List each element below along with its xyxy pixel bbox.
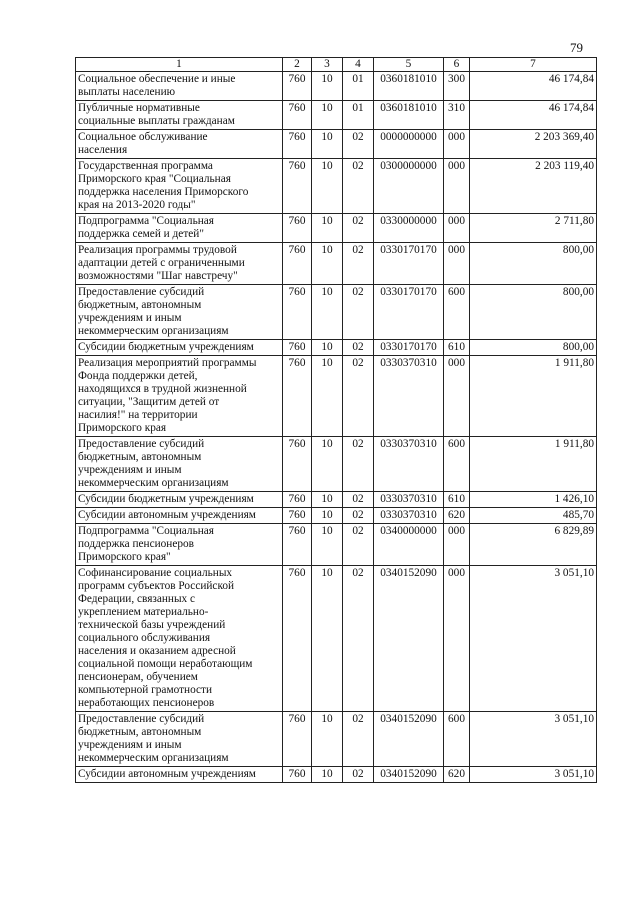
amount: 3 051,10 — [470, 566, 597, 712]
section-code: 10 — [312, 524, 343, 566]
column-header: 1 — [76, 58, 283, 72]
expense-type-code: 620 — [444, 508, 470, 524]
subsection-code: 02 — [343, 285, 374, 340]
ministry-code: 760 — [283, 508, 312, 524]
amount: 46 174,84 — [470, 101, 597, 130]
amount: 2 711,80 — [470, 214, 597, 243]
target-article-code: 0300000000 — [374, 159, 444, 214]
table-row — [76, 101, 597, 130]
subsection-code: 02 — [343, 243, 374, 285]
item-name: Социальное обеспечение и иные выплаты населению — [76, 72, 283, 101]
ministry-code: 760 — [283, 356, 312, 437]
item-name: Субсидии автономным учреждениям — [76, 508, 283, 524]
amount: 800,00 — [470, 285, 597, 340]
table-row — [76, 340, 597, 356]
table-row — [76, 214, 597, 243]
target-article-code: 0340152090 — [374, 767, 444, 783]
table-row — [76, 767, 597, 783]
expense-type-code: 000 — [444, 130, 470, 159]
section-code: 10 — [312, 356, 343, 437]
budget-table — [75, 57, 597, 783]
table-row — [76, 508, 597, 524]
target-article-code: 0330370310 — [374, 437, 444, 492]
item-name: Реализация мероприятий программы Фонда поддержки детей, находящихся в трудной жизненной ситуации, "Защитим детей от насилия!" на территории Приморского края — [76, 356, 283, 437]
amount: 2 203 119,40 — [470, 159, 597, 214]
section-code: 10 — [312, 437, 343, 492]
table-row — [76, 712, 597, 767]
table-row — [76, 130, 597, 159]
item-name: Предоставление субсидий бюджетным, автономным учреждениям и иным некоммерческим организациям — [76, 437, 283, 492]
item-name: Предоставление субсидий бюджетным, автономным учреждениям и иным некоммерческим организациям — [76, 712, 283, 767]
item-name: Подпрограмма "Социальная поддержка семей и детей" — [76, 214, 283, 243]
section-code: 10 — [312, 566, 343, 712]
expense-type-code: 310 — [444, 101, 470, 130]
section-code: 10 — [312, 72, 343, 101]
subsection-code: 02 — [343, 130, 374, 159]
subsection-code: 02 — [343, 767, 374, 783]
section-code: 10 — [312, 101, 343, 130]
ministry-code: 760 — [283, 767, 312, 783]
amount: 1 911,80 — [470, 437, 597, 492]
amount: 800,00 — [470, 340, 597, 356]
column-number-row — [76, 58, 597, 72]
ministry-code: 760 — [283, 437, 312, 492]
ministry-code: 760 — [283, 285, 312, 340]
subsection-code: 02 — [343, 214, 374, 243]
subsection-code: 02 — [343, 508, 374, 524]
amount: 800,00 — [470, 243, 597, 285]
subsection-code: 02 — [343, 437, 374, 492]
target-article-code: 0330370310 — [374, 492, 444, 508]
ministry-code: 760 — [283, 243, 312, 285]
column-header: 3 — [312, 58, 343, 72]
column-header: 2 — [283, 58, 312, 72]
section-code: 10 — [312, 285, 343, 340]
subsection-code: 01 — [343, 101, 374, 130]
column-header: 4 — [343, 58, 374, 72]
amount: 1 426,10 — [470, 492, 597, 508]
target-article-code: 0340152090 — [374, 566, 444, 712]
section-code: 10 — [312, 214, 343, 243]
expense-type-code: 620 — [444, 767, 470, 783]
ministry-code: 760 — [283, 340, 312, 356]
section-code: 10 — [312, 243, 343, 285]
target-article-code: 0330370310 — [374, 508, 444, 524]
table-row — [76, 159, 597, 214]
expense-type-code: 000 — [444, 566, 470, 712]
target-article-code: 0360181010 — [374, 72, 444, 101]
target-article-code: 0330170170 — [374, 285, 444, 340]
expense-type-code: 610 — [444, 492, 470, 508]
item-name: Предоставление субсидий бюджетным, автономным учреждениям и иным некоммерческим организациям — [76, 285, 283, 340]
ministry-code: 760 — [283, 101, 312, 130]
expense-type-code: 600 — [444, 437, 470, 492]
ministry-code: 760 — [283, 72, 312, 101]
ministry-code: 760 — [283, 492, 312, 508]
ministry-code: 760 — [283, 712, 312, 767]
subsection-code: 02 — [343, 159, 374, 214]
column-header: 5 — [374, 58, 444, 72]
table-body — [76, 72, 597, 783]
expense-type-code: 000 — [444, 159, 470, 214]
expense-type-code: 000 — [444, 524, 470, 566]
section-code: 10 — [312, 130, 343, 159]
ministry-code: 760 — [283, 159, 312, 214]
table-row — [76, 285, 597, 340]
amount: 6 829,89 — [470, 524, 597, 566]
amount: 46 174,84 — [470, 72, 597, 101]
subsection-code: 01 — [343, 72, 374, 101]
column-header: 6 — [444, 58, 470, 72]
target-article-code: 0360181010 — [374, 101, 444, 130]
column-header: 7 — [470, 58, 597, 72]
table-row — [76, 243, 597, 285]
subsection-code: 02 — [343, 524, 374, 566]
amount: 3 051,10 — [470, 767, 597, 783]
table-header — [76, 58, 597, 72]
item-name: Подпрограмма "Социальная поддержка пенсионеров Приморского края" — [76, 524, 283, 566]
ministry-code: 760 — [283, 130, 312, 159]
item-name: Государственная программа Приморского края "Социальная поддержка населения Приморского края на 2013-2020 годы" — [76, 159, 283, 214]
item-name: Субсидии бюджетным учреждениям — [76, 340, 283, 356]
target-article-code: 0340000000 — [374, 524, 444, 566]
item-name: Софинансирование социальных программ субъектов Российской Федерации, связанных с укреплением материально- технической базы учреждений социального обслуживания населения и оказанием адресной социальной помощи неработающим пенсионерам, обучением компьютерной грамотности неработающих пенсионеров — [76, 566, 283, 712]
item-name: Субсидии бюджетным учреждениям — [76, 492, 283, 508]
target-article-code: 0330370310 — [374, 356, 444, 437]
subsection-code: 02 — [343, 566, 374, 712]
table-row — [76, 524, 597, 566]
amount: 1 911,80 — [470, 356, 597, 437]
subsection-code: 02 — [343, 356, 374, 437]
expense-type-code: 610 — [444, 340, 470, 356]
expense-type-code: 600 — [444, 285, 470, 340]
section-code: 10 — [312, 712, 343, 767]
expense-type-code: 000 — [444, 356, 470, 437]
ministry-code: 760 — [283, 214, 312, 243]
target-article-code: 0330170170 — [374, 243, 444, 285]
item-name: Субсидии автономным учреждениям — [76, 767, 283, 783]
table-row — [76, 437, 597, 492]
amount: 3 051,10 — [470, 712, 597, 767]
expense-type-code: 000 — [444, 214, 470, 243]
item-name: Социальное обслуживание населения — [76, 130, 283, 159]
item-name: Публичные нормативные социальные выплаты гражданам — [76, 101, 283, 130]
ministry-code: 760 — [283, 566, 312, 712]
section-code: 10 — [312, 492, 343, 508]
subsection-code: 02 — [343, 492, 374, 508]
table-row — [76, 356, 597, 437]
expense-type-code: 600 — [444, 712, 470, 767]
target-article-code: 0330000000 — [374, 214, 444, 243]
table-row — [76, 492, 597, 508]
target-article-code: 0340152090 — [374, 712, 444, 767]
ministry-code: 760 — [283, 524, 312, 566]
subsection-code: 02 — [343, 340, 374, 356]
table-row — [76, 72, 597, 101]
page-number: 79 — [570, 40, 583, 55]
amount: 485,70 — [470, 508, 597, 524]
target-article-code: 0000000000 — [374, 130, 444, 159]
section-code: 10 — [312, 508, 343, 524]
table-row — [76, 566, 597, 712]
expense-type-code: 300 — [444, 72, 470, 101]
item-name: Реализация программы трудовой адаптации детей с ограниченными возможностями "Шаг навстречу" — [76, 243, 283, 285]
section-code: 10 — [312, 767, 343, 783]
target-article-code: 0330170170 — [374, 340, 444, 356]
subsection-code: 02 — [343, 712, 374, 767]
expense-type-code: 000 — [444, 243, 470, 285]
section-code: 10 — [312, 159, 343, 214]
section-code: 10 — [312, 340, 343, 356]
amount: 2 203 369,40 — [470, 130, 597, 159]
